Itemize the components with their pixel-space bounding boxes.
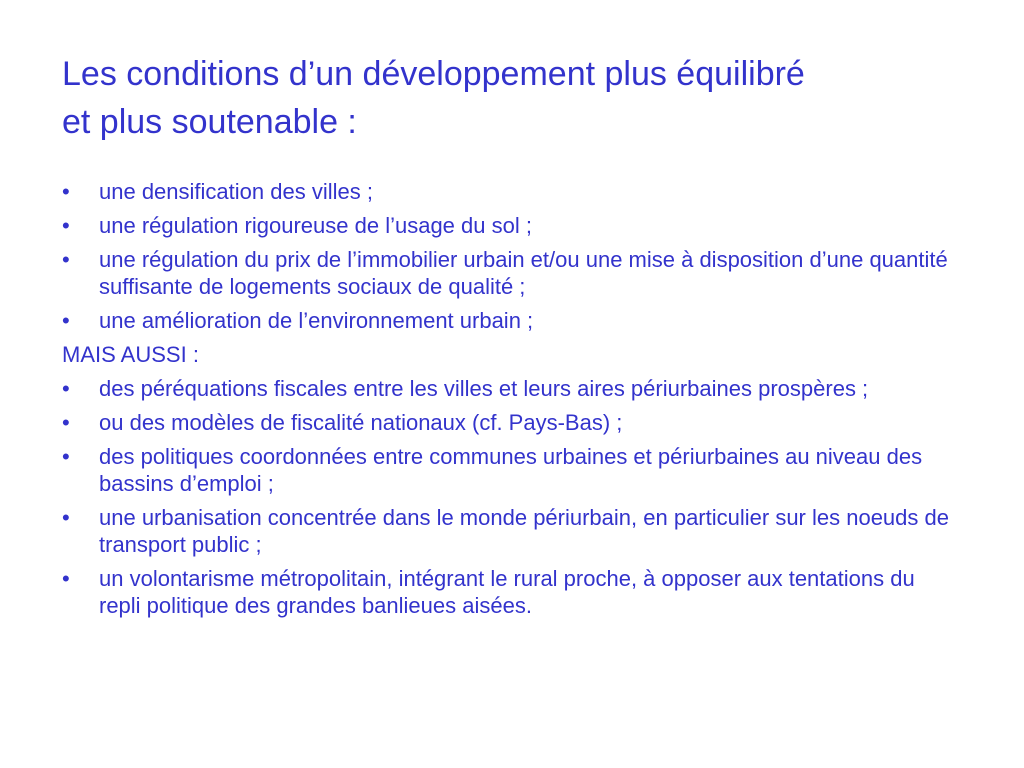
list-item-text: des politiques coordonnées entre communes urbaines et périurbaines au niveau des bassins d’emploi ; [99, 444, 923, 496]
list-item [62, 504, 962, 558]
list-item-text: des péréquations fiscales entre les villes et leurs aires périurbaines prospères ; [99, 376, 869, 401]
bullet-icon: • [62, 308, 70, 333]
list-item [62, 178, 962, 205]
list-item-text: une amélioration de l’environnement urbain ; [99, 308, 534, 333]
list-item-text: une régulation rigoureuse de l’usage du sol ; [99, 213, 532, 238]
list-item [62, 307, 962, 334]
bullet-icon: • [62, 247, 70, 272]
slide-body [62, 178, 962, 626]
section-label-text: MAIS AUSSI : [62, 342, 199, 367]
slide-title-line-2: et plus soutenable : [62, 103, 357, 141]
bullet-icon: • [62, 213, 70, 238]
bullet-icon: • [62, 376, 70, 401]
bullet-icon: • [62, 505, 70, 530]
list-item [62, 375, 962, 402]
list-item [62, 443, 962, 497]
list-item [62, 246, 962, 300]
bullet-icon: • [62, 179, 70, 204]
list-item [62, 409, 962, 436]
bullet-icon: • [62, 444, 70, 469]
list-item-text: une densification des villes ; [99, 179, 373, 204]
bullet-icon: • [62, 410, 70, 435]
list-item-text: une régulation du prix de l’immobilier urbain et/ou une mise à disposition d’une quantité suffisante de logements sociaux de qualité ; [99, 247, 948, 299]
list-item-text: ou des modèles de fiscalité nationaux (cf. Pays-Bas) ; [99, 410, 623, 435]
list-item [62, 212, 962, 239]
list-item-text: un volontarisme métropolitain, intégrant le rural proche, à opposer aux tentations du repli politique des grandes banlieues aisées. [99, 566, 915, 618]
list-item [62, 565, 962, 619]
slide-title-line-1: Les conditions d’un développement plus équilibré [62, 55, 805, 93]
section-label [62, 341, 962, 368]
bullet-icon: • [62, 566, 70, 591]
slide-title [62, 50, 982, 146]
list-item-text: une urbanisation concentrée dans le monde périurbain, en particulier sur les noeuds de transport public ; [99, 505, 949, 557]
